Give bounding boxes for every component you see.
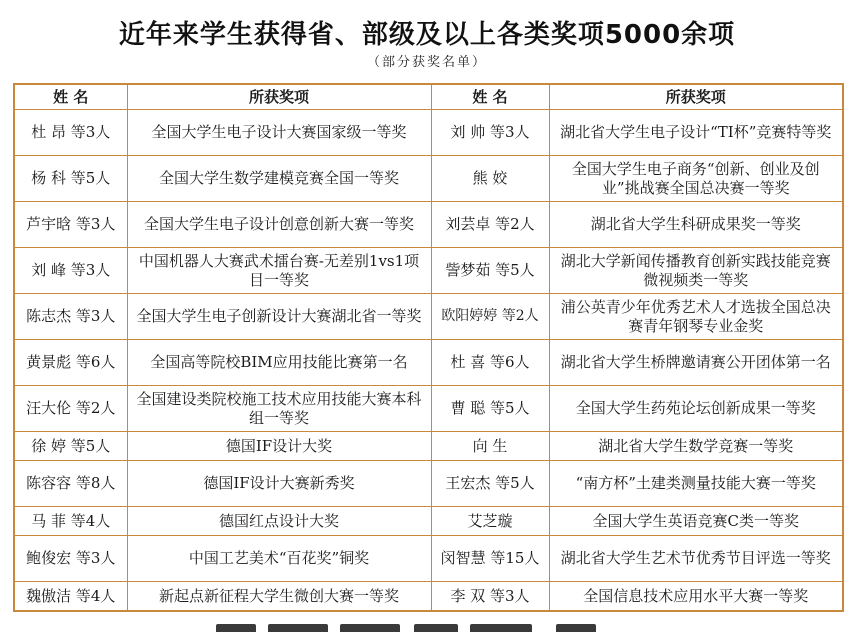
award-cell: 全国大学生药苑论坛创新成果一等奖 — [549, 386, 843, 432]
award-cell: 德国红点设计大奖 — [127, 507, 431, 536]
table-row — [14, 156, 843, 202]
student-name: 李 双 等3人 — [431, 582, 549, 612]
award-cell: “南方杯”土建类测量技能大赛一等奖 — [549, 461, 843, 507]
student-name: 刘 峰 等3人 — [14, 248, 127, 294]
award-cell: 全国建设类院校施工技术应用技能大赛本科组一等奖 — [127, 386, 431, 432]
table-row — [14, 536, 843, 582]
award-cell: 全国大学生电子创新设计大赛湖北省一等奖 — [127, 294, 431, 340]
award-table — [13, 83, 844, 612]
student-name: 马 菲 等4人 — [14, 507, 127, 536]
award-cell: 湖北大学新闻传播教育创新实践技能竞赛微视频类一等奖 — [549, 248, 843, 294]
table-row — [14, 386, 843, 432]
award-cell: 全国大学生英语竞赛C类一等奖 — [549, 507, 843, 536]
student-name: 杜 喜 等6人 — [431, 340, 549, 386]
award-cell: 湖北省大学生数学竞赛一等奖 — [549, 432, 843, 461]
table-row — [14, 110, 843, 156]
table-header-row — [14, 84, 843, 110]
award-cell: 中国机器人大赛武术擂台赛-无差别1vs1项目一等奖 — [127, 248, 431, 294]
student-name: 鲍俊宏 等3人 — [14, 536, 127, 582]
student-name: 杨 科 等5人 — [14, 156, 127, 202]
award-cell: 德国IF设计大奖 — [127, 432, 431, 461]
student-name: 訾梦茹 等5人 — [431, 248, 549, 294]
header-award-left: 所获奖项 — [127, 84, 431, 110]
award-cell: 全国大学生电子商务“创新、创业及创业”挑战赛全国总决赛一等奖 — [549, 156, 843, 202]
cropped-caption-remnant — [0, 624, 854, 632]
student-name: 刘芸卓 等2人 — [431, 202, 549, 248]
page-subtitle: （部分获奖名单） — [366, 55, 487, 70]
award-cell: 全国大学生数学建模竞赛全国一等奖 — [127, 156, 431, 202]
table-row — [14, 340, 843, 386]
table-row — [14, 461, 843, 507]
award-cell: 新起点新征程大学生微创大赛一等奖 — [127, 582, 431, 612]
student-name: 闵智慧 等15人 — [431, 536, 549, 582]
award-cell: 湖北省大学生科研成果奖一等奖 — [549, 202, 843, 248]
award-cell: 全国信息技术应用水平大赛一等奖 — [549, 582, 843, 612]
header-award-right: 所获奖项 — [549, 84, 843, 110]
header-name-left: 姓 名 — [14, 84, 127, 110]
award-cell: 德国IF设计大赛新秀奖 — [127, 461, 431, 507]
student-name: 向 生 — [431, 432, 549, 461]
table-row — [14, 507, 843, 536]
award-cell: 全国高等院校BIM应用技能比赛第一名 — [127, 340, 431, 386]
award-cell: 浦公英青少年优秀艺术人才选拔全国总决赛青年钢琴专业金奖 — [549, 294, 843, 340]
student-name: 刘 帅 等3人 — [431, 110, 549, 156]
student-name: 陈志杰 等3人 — [14, 294, 127, 340]
award-cell: 全国大学生电子设计创意创新大赛一等奖 — [127, 202, 431, 248]
award-cell: 湖北省大学生桥牌邀请赛公开团体第一名 — [549, 340, 843, 386]
header-name-right: 姓 名 — [431, 84, 549, 110]
award-cell: 湖北省大学生艺术节优秀节目评选一等奖 — [549, 536, 843, 582]
table-row — [14, 248, 843, 294]
student-name: 黄景彪 等6人 — [14, 340, 127, 386]
student-name: 杜 昂 等3人 — [14, 110, 127, 156]
table-row — [14, 202, 843, 248]
award-cell: 中国工艺美术“百花奖”铜奖 — [127, 536, 431, 582]
page-title: 近年来学生获得省、部级及以上各类奖项5000余项 — [118, 20, 736, 50]
student-name: 王宏杰 等5人 — [431, 461, 549, 507]
student-name: 汪大伦 等2人 — [14, 386, 127, 432]
award-cell: 湖北省大学生电子设计“TI杯”竞赛特等奖 — [549, 110, 843, 156]
student-name: 欧阳婷婷 等2人 — [431, 294, 549, 340]
student-name: 熊 姣 — [431, 156, 549, 202]
student-name: 曹 聪 等5人 — [431, 386, 549, 432]
student-name: 陈容容 等8人 — [14, 461, 127, 507]
student-name: 魏傲洁 等4人 — [14, 582, 127, 612]
student-name: 芦宇晗 等3人 — [14, 202, 127, 248]
student-name: 徐 婷 等5人 — [14, 432, 127, 461]
table-row — [14, 294, 843, 340]
table-row — [14, 582, 843, 612]
student-name: 艾芝璇 — [431, 507, 549, 536]
award-cell: 全国大学生电子设计大赛国家级一等奖 — [127, 110, 431, 156]
table-row — [14, 432, 843, 461]
